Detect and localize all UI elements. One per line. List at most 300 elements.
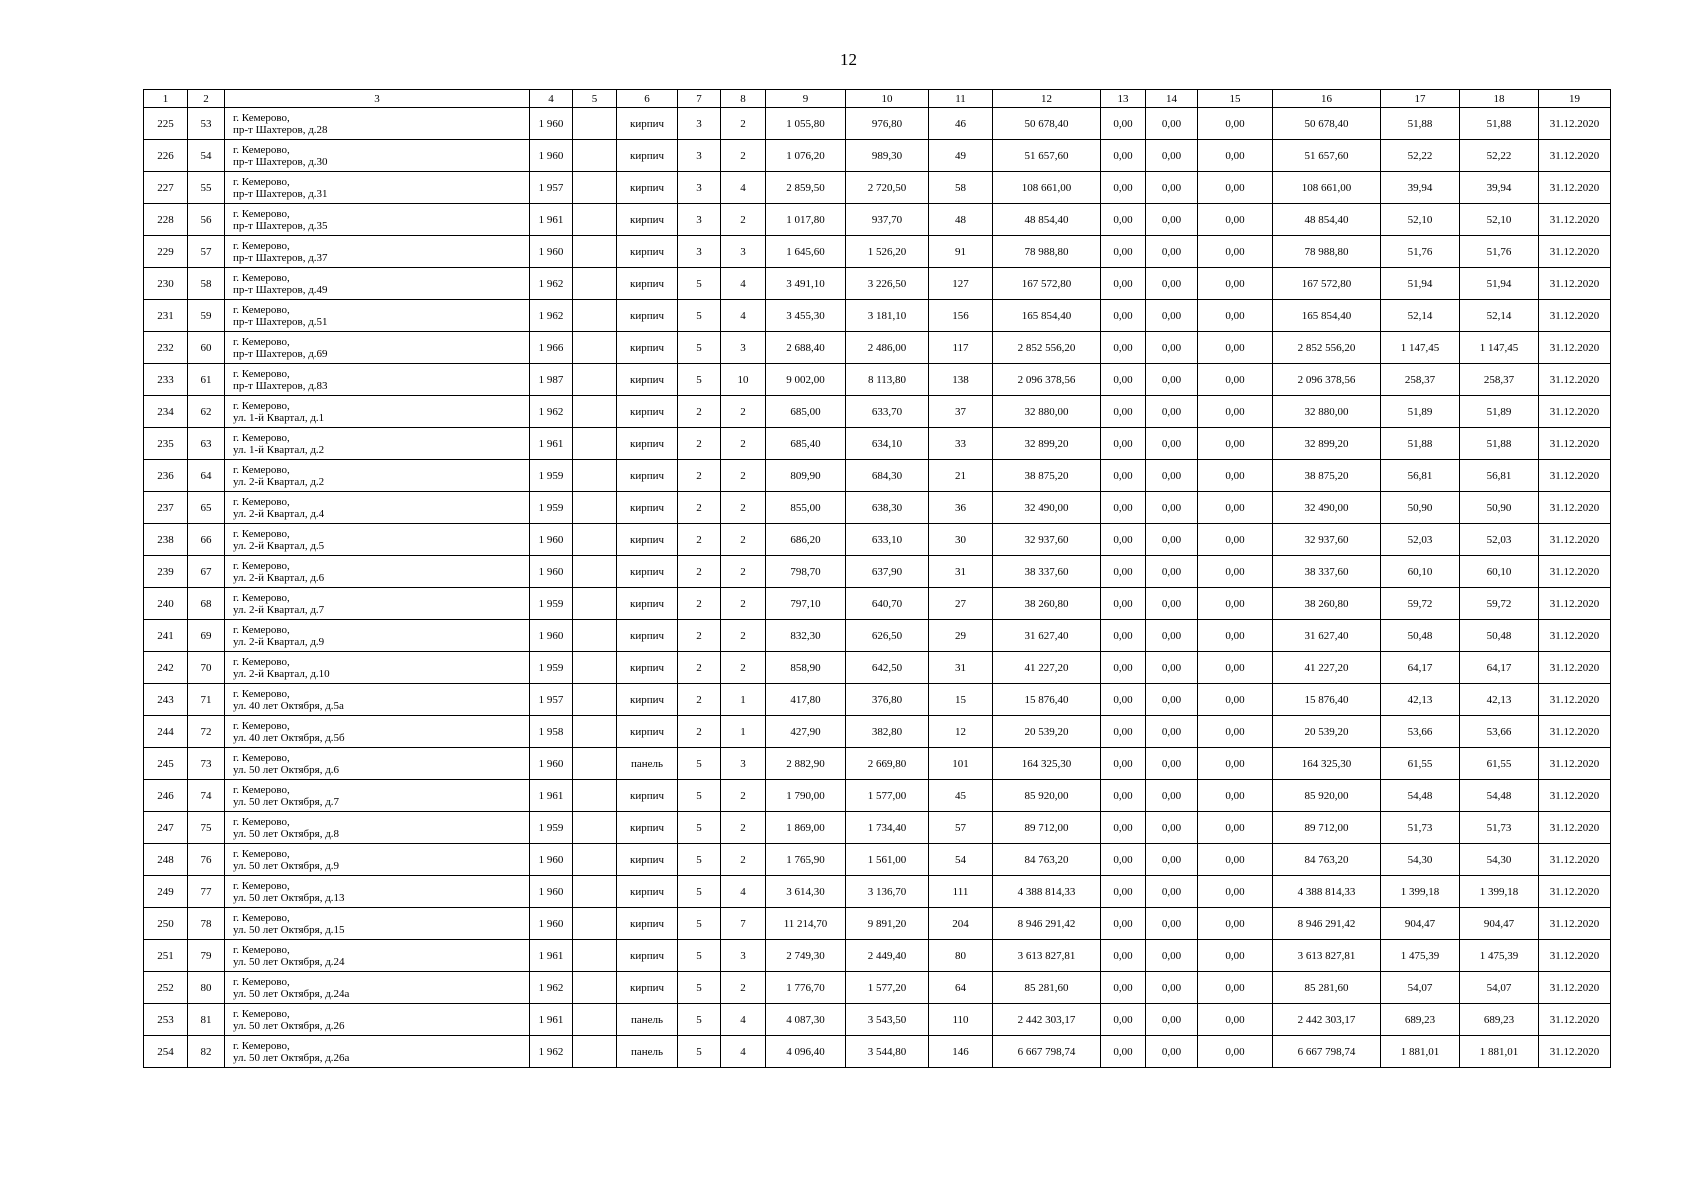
address-city: г. Кемерово, — [233, 399, 290, 412]
cell-c5 — [573, 204, 617, 236]
cell-c17: 52,22 — [1381, 140, 1460, 172]
cell-c14: 0,00 — [1146, 620, 1198, 652]
column-header: 18 — [1460, 90, 1539, 108]
cell-c2: 65 — [188, 492, 225, 524]
cell-c1: 238 — [144, 524, 188, 556]
cell-c8: 2 — [721, 556, 766, 588]
cell-c6: кирпич — [617, 972, 678, 1004]
cell-c15: 0,00 — [1198, 588, 1273, 620]
table-row — [144, 1036, 1611, 1068]
cell-c7: 3 — [678, 140, 721, 172]
cell-c2: 64 — [188, 460, 225, 492]
cell-c13: 0,00 — [1101, 972, 1146, 1004]
cell-c17: 59,72 — [1381, 588, 1460, 620]
cell-c6: кирпич — [617, 428, 678, 460]
cell-c18: 904,47 — [1460, 908, 1539, 940]
cell-c14: 0,00 — [1146, 716, 1198, 748]
cell-c16: 15 876,40 — [1273, 684, 1381, 716]
cell-c17: 64,17 — [1381, 652, 1460, 684]
cell-c2: 74 — [188, 780, 225, 812]
cell-c11: 58 — [929, 172, 993, 204]
cell-c10: 637,90 — [846, 556, 929, 588]
cell-c18: 42,13 — [1460, 684, 1539, 716]
cell-c18: 51,76 — [1460, 236, 1539, 268]
cell-c2: 53 — [188, 108, 225, 140]
cell-c10: 1 561,00 — [846, 844, 929, 876]
table-row — [144, 268, 1611, 300]
cell-c1: 250 — [144, 908, 188, 940]
cell-c13: 0,00 — [1101, 460, 1146, 492]
address-city: г. Кемерово, — [233, 111, 290, 124]
table-body — [144, 108, 1611, 1068]
cell-c10: 3 543,50 — [846, 1004, 929, 1036]
cell-c13: 0,00 — [1101, 364, 1146, 396]
cell-c14: 0,00 — [1146, 652, 1198, 684]
address-street: ул. 2-й Квартал, д.9 — [233, 635, 325, 648]
cell-c8: 2 — [721, 620, 766, 652]
cell-c2: 59 — [188, 300, 225, 332]
cell-c4: 1 960 — [530, 556, 573, 588]
cell-c15: 0,00 — [1198, 140, 1273, 172]
cell-c17: 39,94 — [1381, 172, 1460, 204]
cell-c11: 117 — [929, 332, 993, 364]
address-city: г. Кемерово, — [233, 591, 290, 604]
cell-c19: 31.12.2020 — [1539, 716, 1611, 748]
cell-c19: 31.12.2020 — [1539, 428, 1611, 460]
table-row — [144, 812, 1611, 844]
cell-c9: 855,00 — [766, 492, 846, 524]
address-cell — [225, 748, 530, 780]
cell-c18: 54,30 — [1460, 844, 1539, 876]
cell-c18: 51,73 — [1460, 812, 1539, 844]
cell-c12: 2 852 556,20 — [993, 332, 1101, 364]
cell-c11: 64 — [929, 972, 993, 1004]
address-cell — [225, 652, 530, 684]
cell-c1: 241 — [144, 620, 188, 652]
cell-c16: 164 325,30 — [1273, 748, 1381, 780]
cell-c2: 61 — [188, 364, 225, 396]
cell-c4: 1 960 — [530, 748, 573, 780]
address-street: ул. 50 лет Октября, д.26 — [233, 1019, 345, 1032]
address-city: г. Кемерово, — [233, 655, 290, 668]
cell-c13: 0,00 — [1101, 940, 1146, 972]
cell-c5 — [573, 268, 617, 300]
cell-c17: 51,76 — [1381, 236, 1460, 268]
cell-c4: 1 957 — [530, 684, 573, 716]
cell-c19: 31.12.2020 — [1539, 108, 1611, 140]
cell-c9: 2 859,50 — [766, 172, 846, 204]
cell-c9: 858,90 — [766, 652, 846, 684]
cell-c2: 72 — [188, 716, 225, 748]
cell-c17: 42,13 — [1381, 684, 1460, 716]
cell-c13: 0,00 — [1101, 748, 1146, 780]
cell-c5 — [573, 332, 617, 364]
cell-c11: 33 — [929, 428, 993, 460]
cell-c11: 31 — [929, 556, 993, 588]
table-row — [144, 460, 1611, 492]
table-row — [144, 652, 1611, 684]
cell-c4: 1 962 — [530, 1036, 573, 1068]
cell-c8: 2 — [721, 652, 766, 684]
cell-c2: 71 — [188, 684, 225, 716]
cell-c12: 2 096 378,56 — [993, 364, 1101, 396]
address-street: пр-т Шахтеров, д.31 — [233, 187, 328, 200]
cell-c10: 1 577,20 — [846, 972, 929, 1004]
cell-c18: 54,48 — [1460, 780, 1539, 812]
cell-c7: 5 — [678, 332, 721, 364]
cell-c15: 0,00 — [1198, 620, 1273, 652]
address-city: г. Кемерово, — [233, 207, 290, 220]
address-cell — [225, 972, 530, 1004]
address-cell — [225, 1036, 530, 1068]
cell-c1: 254 — [144, 1036, 188, 1068]
cell-c1: 249 — [144, 876, 188, 908]
cell-c5 — [573, 140, 617, 172]
cell-c7: 2 — [678, 716, 721, 748]
cell-c9: 3 491,10 — [766, 268, 846, 300]
address-cell — [225, 108, 530, 140]
cell-c1: 235 — [144, 428, 188, 460]
cell-c19: 31.12.2020 — [1539, 332, 1611, 364]
cell-c1: 234 — [144, 396, 188, 428]
cell-c12: 8 946 291,42 — [993, 908, 1101, 940]
cell-c15: 0,00 — [1198, 652, 1273, 684]
table-row — [144, 204, 1611, 236]
cell-c10: 1 734,40 — [846, 812, 929, 844]
cell-c14: 0,00 — [1146, 524, 1198, 556]
cell-c1: 227 — [144, 172, 188, 204]
cell-c1: 236 — [144, 460, 188, 492]
cell-c19: 31.12.2020 — [1539, 268, 1611, 300]
cell-c19: 31.12.2020 — [1539, 460, 1611, 492]
cell-c14: 0,00 — [1146, 364, 1198, 396]
cell-c8: 10 — [721, 364, 766, 396]
cell-c13: 0,00 — [1101, 652, 1146, 684]
cell-c6: кирпич — [617, 204, 678, 236]
cell-c4: 1 962 — [530, 972, 573, 1004]
cell-c15: 0,00 — [1198, 748, 1273, 780]
cell-c18: 52,14 — [1460, 300, 1539, 332]
cell-c18: 1 475,39 — [1460, 940, 1539, 972]
address-street: ул. 2-й Квартал, д.7 — [233, 603, 325, 616]
cell-c9: 2 882,90 — [766, 748, 846, 780]
cell-c1: 251 — [144, 940, 188, 972]
cell-c10: 9 891,20 — [846, 908, 929, 940]
cell-c13: 0,00 — [1101, 204, 1146, 236]
cell-c13: 0,00 — [1101, 780, 1146, 812]
cell-c13: 0,00 — [1101, 1004, 1146, 1036]
cell-c5 — [573, 460, 617, 492]
table-row — [144, 364, 1611, 396]
cell-c1: 240 — [144, 588, 188, 620]
cell-c14: 0,00 — [1146, 908, 1198, 940]
cell-c6: кирпич — [617, 876, 678, 908]
cell-c2: 67 — [188, 556, 225, 588]
cell-c13: 0,00 — [1101, 684, 1146, 716]
cell-c14: 0,00 — [1146, 268, 1198, 300]
cell-c6: кирпич — [617, 364, 678, 396]
cell-c11: 15 — [929, 684, 993, 716]
cell-c18: 689,23 — [1460, 1004, 1539, 1036]
cell-c13: 0,00 — [1101, 620, 1146, 652]
address-cell — [225, 556, 530, 588]
cell-c18: 56,81 — [1460, 460, 1539, 492]
cell-c16: 38 875,20 — [1273, 460, 1381, 492]
cell-c8: 2 — [721, 780, 766, 812]
cell-c6: кирпич — [617, 556, 678, 588]
cell-c4: 1 961 — [530, 780, 573, 812]
cell-c9: 1 055,80 — [766, 108, 846, 140]
cell-c9: 685,40 — [766, 428, 846, 460]
cell-c10: 684,30 — [846, 460, 929, 492]
cell-c10: 3 544,80 — [846, 1036, 929, 1068]
cell-c15: 0,00 — [1198, 460, 1273, 492]
cell-c17: 50,48 — [1381, 620, 1460, 652]
cell-c15: 0,00 — [1198, 428, 1273, 460]
cell-c2: 70 — [188, 652, 225, 684]
cell-c7: 2 — [678, 588, 721, 620]
cell-c16: 165 854,40 — [1273, 300, 1381, 332]
cell-c6: кирпич — [617, 140, 678, 172]
table-row — [144, 108, 1611, 140]
cell-c12: 41 227,20 — [993, 652, 1101, 684]
cell-c16: 48 854,40 — [1273, 204, 1381, 236]
cell-c8: 2 — [721, 844, 766, 876]
cell-c18: 52,10 — [1460, 204, 1539, 236]
cell-c7: 2 — [678, 652, 721, 684]
cell-c4: 1 987 — [530, 364, 573, 396]
cell-c11: 111 — [929, 876, 993, 908]
cell-c8: 2 — [721, 524, 766, 556]
cell-c8: 4 — [721, 1036, 766, 1068]
cell-c6: кирпич — [617, 780, 678, 812]
cell-c12: 167 572,80 — [993, 268, 1101, 300]
cell-c17: 54,48 — [1381, 780, 1460, 812]
cell-c7: 3 — [678, 172, 721, 204]
cell-c11: 91 — [929, 236, 993, 268]
address-city: г. Кемерово, — [233, 623, 290, 636]
cell-c5 — [573, 780, 617, 812]
cell-c14: 0,00 — [1146, 140, 1198, 172]
cell-c15: 0,00 — [1198, 108, 1273, 140]
cell-c4: 1 960 — [530, 140, 573, 172]
cell-c16: 3 613 827,81 — [1273, 940, 1381, 972]
address-street: ул. 50 лет Октября, д.8 — [233, 827, 340, 840]
cell-c15: 0,00 — [1198, 300, 1273, 332]
table-row — [144, 876, 1611, 908]
address-street: ул. 50 лет Октября, д.13 — [233, 891, 345, 904]
cell-c4: 1 959 — [530, 460, 573, 492]
cell-c6: кирпич — [617, 940, 678, 972]
cell-c4: 1 960 — [530, 844, 573, 876]
cell-c19: 31.12.2020 — [1539, 236, 1611, 268]
cell-c8: 4 — [721, 876, 766, 908]
cell-c2: 55 — [188, 172, 225, 204]
cell-c5 — [573, 652, 617, 684]
cell-c16: 84 763,20 — [1273, 844, 1381, 876]
cell-c8: 3 — [721, 748, 766, 780]
table-row — [144, 236, 1611, 268]
cell-c11: 110 — [929, 1004, 993, 1036]
cell-c6: кирпич — [617, 588, 678, 620]
cell-c13: 0,00 — [1101, 268, 1146, 300]
cell-c13: 0,00 — [1101, 876, 1146, 908]
cell-c11: 12 — [929, 716, 993, 748]
cell-c1: 239 — [144, 556, 188, 588]
column-header: 1 — [144, 90, 188, 108]
cell-c5 — [573, 620, 617, 652]
cell-c1: 233 — [144, 364, 188, 396]
cell-c17: 54,07 — [1381, 972, 1460, 1004]
cell-c13: 0,00 — [1101, 588, 1146, 620]
cell-c4: 1 962 — [530, 396, 573, 428]
cell-c17: 61,55 — [1381, 748, 1460, 780]
cell-c4: 1 961 — [530, 204, 573, 236]
cell-c12: 38 337,60 — [993, 556, 1101, 588]
cell-c9: 798,70 — [766, 556, 846, 588]
cell-c10: 2 669,80 — [846, 748, 929, 780]
address-city: г. Кемерово, — [233, 175, 290, 188]
cell-c15: 0,00 — [1198, 716, 1273, 748]
cell-c12: 4 388 814,33 — [993, 876, 1101, 908]
column-header: 8 — [721, 90, 766, 108]
cell-c19: 31.12.2020 — [1539, 204, 1611, 236]
cell-c12: 50 678,40 — [993, 108, 1101, 140]
cell-c6: кирпич — [617, 492, 678, 524]
cell-c6: кирпич — [617, 172, 678, 204]
column-header: 14 — [1146, 90, 1198, 108]
cell-c14: 0,00 — [1146, 236, 1198, 268]
cell-c6: кирпич — [617, 268, 678, 300]
cell-c2: 76 — [188, 844, 225, 876]
cell-c13: 0,00 — [1101, 716, 1146, 748]
cell-c11: 54 — [929, 844, 993, 876]
column-header: 19 — [1539, 90, 1611, 108]
cell-c15: 0,00 — [1198, 364, 1273, 396]
cell-c6: кирпич — [617, 396, 678, 428]
cell-c2: 54 — [188, 140, 225, 172]
address-street: ул. 40 лет Октября, д.5а — [233, 699, 344, 712]
cell-c18: 50,90 — [1460, 492, 1539, 524]
cell-c6: панель — [617, 1036, 678, 1068]
cell-c11: 138 — [929, 364, 993, 396]
cell-c18: 61,55 — [1460, 748, 1539, 780]
cell-c4: 1 957 — [530, 172, 573, 204]
table-row — [144, 620, 1611, 652]
cell-c5 — [573, 812, 617, 844]
cell-c1: 226 — [144, 140, 188, 172]
cell-c1: 232 — [144, 332, 188, 364]
cell-c14: 0,00 — [1146, 108, 1198, 140]
column-header: 13 — [1101, 90, 1146, 108]
cell-c17: 51,73 — [1381, 812, 1460, 844]
cell-c10: 376,80 — [846, 684, 929, 716]
cell-c2: 78 — [188, 908, 225, 940]
cell-c10: 1 577,00 — [846, 780, 929, 812]
table-header — [144, 90, 1611, 108]
cell-c19: 31.12.2020 — [1539, 940, 1611, 972]
address-cell — [225, 460, 530, 492]
cell-c17: 53,66 — [1381, 716, 1460, 748]
cell-c9: 2 749,30 — [766, 940, 846, 972]
cell-c14: 0,00 — [1146, 1004, 1198, 1036]
cell-c6: панель — [617, 748, 678, 780]
cell-c14: 0,00 — [1146, 204, 1198, 236]
address-street: пр-т Шахтеров, д.83 — [233, 379, 328, 392]
cell-c5 — [573, 908, 617, 940]
cell-c1: 253 — [144, 1004, 188, 1036]
cell-c10: 633,10 — [846, 524, 929, 556]
cell-c13: 0,00 — [1101, 908, 1146, 940]
cell-c6: кирпич — [617, 812, 678, 844]
cell-c8: 2 — [721, 108, 766, 140]
cell-c2: 80 — [188, 972, 225, 1004]
address-street: ул. 2-й Квартал, д.5 — [233, 539, 325, 552]
cell-c19: 31.12.2020 — [1539, 876, 1611, 908]
cell-c12: 32 490,00 — [993, 492, 1101, 524]
cell-c17: 51,94 — [1381, 268, 1460, 300]
cell-c12: 6 667 798,74 — [993, 1036, 1101, 1068]
cell-c19: 31.12.2020 — [1539, 684, 1611, 716]
cell-c5 — [573, 556, 617, 588]
address-city: г. Кемерово, — [233, 943, 290, 956]
cell-c11: 101 — [929, 748, 993, 780]
cell-c7: 3 — [678, 204, 721, 236]
cell-c4: 1 966 — [530, 332, 573, 364]
cell-c11: 204 — [929, 908, 993, 940]
cell-c2: 62 — [188, 396, 225, 428]
cell-c10: 989,30 — [846, 140, 929, 172]
cell-c15: 0,00 — [1198, 172, 1273, 204]
cell-c9: 1 645,60 — [766, 236, 846, 268]
cell-c18: 64,17 — [1460, 652, 1539, 684]
cell-c6: панель — [617, 1004, 678, 1036]
cell-c10: 2 720,50 — [846, 172, 929, 204]
address-street: ул. 2-й Квартал, д.10 — [233, 667, 330, 680]
address-city: г. Кемерово, — [233, 303, 290, 316]
cell-c9: 2 688,40 — [766, 332, 846, 364]
cell-c17: 60,10 — [1381, 556, 1460, 588]
cell-c16: 6 667 798,74 — [1273, 1036, 1381, 1068]
address-street: ул. 50 лет Октября, д.26а — [233, 1051, 350, 1064]
cell-c11: 29 — [929, 620, 993, 652]
column-header: 6 — [617, 90, 678, 108]
cell-c10: 640,70 — [846, 588, 929, 620]
cell-c1: 247 — [144, 812, 188, 844]
cell-c10: 3 136,70 — [846, 876, 929, 908]
address-street: пр-т Шахтеров, д.30 — [233, 155, 328, 168]
cell-c5 — [573, 940, 617, 972]
cell-c8: 2 — [721, 204, 766, 236]
cell-c12: 38 875,20 — [993, 460, 1101, 492]
cell-c9: 797,10 — [766, 588, 846, 620]
cell-c9: 4 096,40 — [766, 1036, 846, 1068]
table-row — [144, 908, 1611, 940]
table-row — [144, 332, 1611, 364]
cell-c17: 52,14 — [1381, 300, 1460, 332]
address-city: г. Кемерово, — [233, 1039, 290, 1052]
column-header: 5 — [573, 90, 617, 108]
cell-c14: 0,00 — [1146, 972, 1198, 1004]
cell-c7: 2 — [678, 556, 721, 588]
cell-c13: 0,00 — [1101, 108, 1146, 140]
cell-c10: 8 113,80 — [846, 364, 929, 396]
cell-c19: 31.12.2020 — [1539, 396, 1611, 428]
cell-c6: кирпич — [617, 620, 678, 652]
cell-c8: 2 — [721, 812, 766, 844]
cell-c16: 85 281,60 — [1273, 972, 1381, 1004]
cell-c12: 164 325,30 — [993, 748, 1101, 780]
